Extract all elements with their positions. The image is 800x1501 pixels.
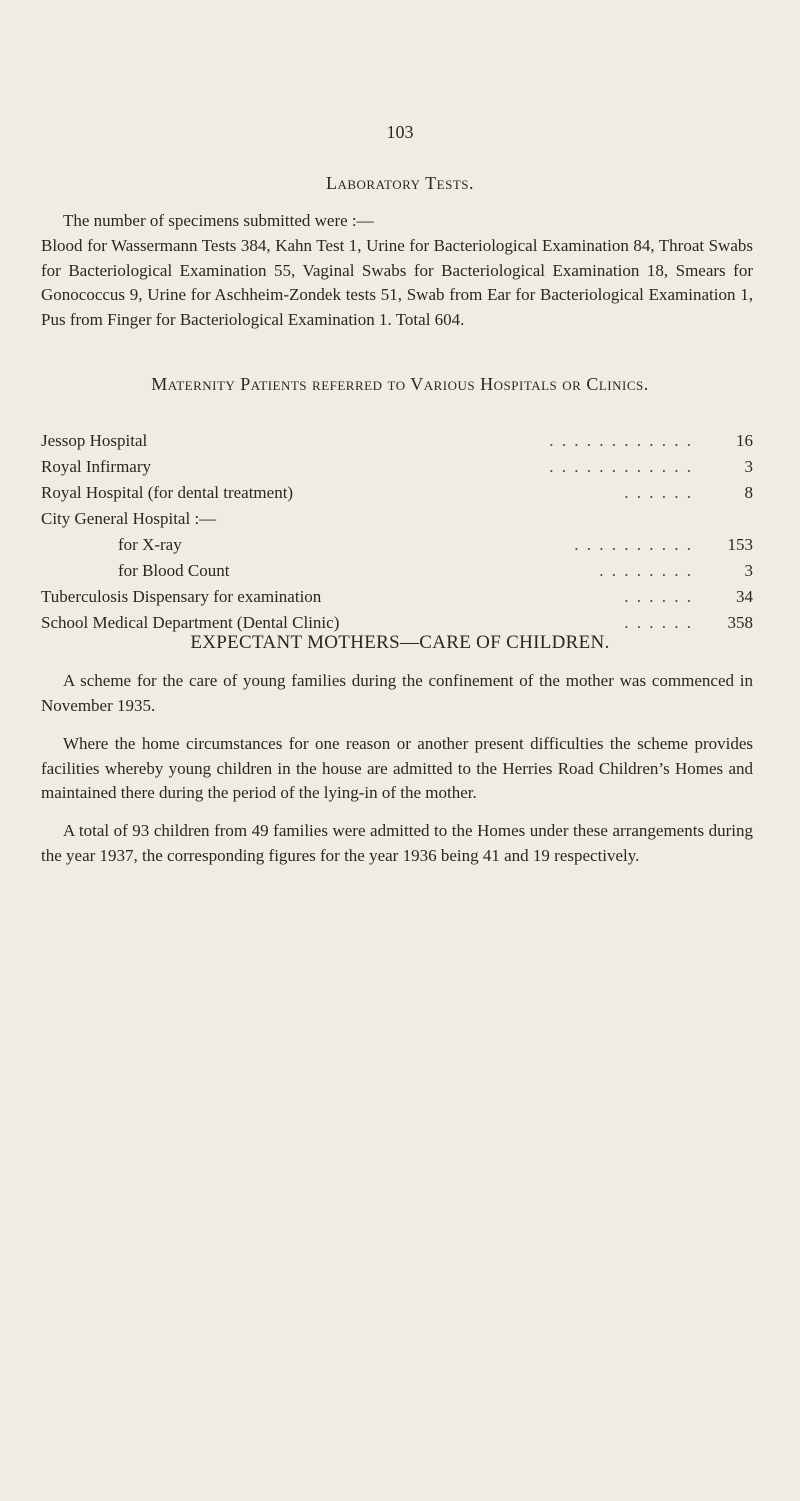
row-label: Royal Hospital (for dental treatment): [41, 483, 294, 502]
row-label: City General Hospital :—: [41, 509, 217, 528]
row-label: for X-ray: [118, 535, 182, 554]
totals-paragraph: A total of 93 children from 49 families were admitted to the Homes under these arrangements during the year 1937, the corresponding figures for the year 1936 being 41 and 19 respectively.: [41, 821, 753, 865]
dot-leader: . . . . . .: [624, 587, 693, 606]
row-value: 153: [727, 535, 753, 554]
row-value: 8: [744, 483, 753, 502]
row-value: 16: [736, 431, 753, 450]
scheme-paragraph: A scheme for the care of young families during the confinement of the mother was commenced in November 1935.: [41, 671, 753, 715]
dot-leader: . . . . . . . . . . . .: [549, 431, 693, 450]
row-value: 3: [744, 457, 753, 476]
maternity-referrals-heading: Maternity Patients referred to Various Hospitals or Clinics.: [151, 374, 649, 394]
table-row: [41, 584, 753, 610]
row-value: 358: [727, 613, 753, 632]
expectant-mothers-heading: EXPECTANT MOTHERS—CARE OF CHILDREN.: [190, 632, 610, 653]
row-value: 3: [744, 561, 753, 580]
row-value: 34: [736, 587, 753, 606]
table-row: [41, 558, 753, 584]
table-row: [41, 480, 753, 506]
dot-leader: . . . . . . . .: [599, 561, 693, 580]
lab-specimens-paragraph: Blood for Wassermann Tests 384, Kahn Test 1, Urine for Bacteriological Examination 84, Throat Swabs for Bacteriological Examination 55, Vaginal Swabs for Bacteriological Examination 18, Smears for Gonococcus 9, Urine for Aschheim-Zondek tests 51, Swab from Ear for Bacteriological Examination 1, Pus from Finger for Bacteriological Examination 1. Total 604.: [41, 236, 753, 329]
table-row: [41, 532, 753, 558]
dot-leader: . . . . . . . . . . . .: [549, 457, 693, 476]
row-label: School Medical Department (Dental Clinic): [41, 613, 340, 632]
table-row: [41, 428, 753, 454]
referrals-table: [41, 428, 753, 636]
dot-leader: . . . . . .: [624, 613, 693, 632]
dot-leader: . . . . . . . . . .: [574, 535, 693, 554]
dot-leader: . . . . . .: [624, 483, 693, 502]
row-label: Tuberculosis Dispensary for examination: [41, 587, 322, 606]
row-label: for Blood Count: [118, 561, 230, 580]
row-label: Royal Infirmary: [41, 457, 151, 476]
row-label: Jessop Hospital: [41, 431, 148, 450]
home-circumstances-paragraph: Where the home circumstances for one reason or another present difficulties the scheme provides facilities whereby young children in the house are admitted to the Herries Road Children’s Homes and maintained there during the period of the lying-in of the mother.: [41, 734, 753, 802]
page-number: 103: [386, 122, 414, 142]
table-row: [41, 506, 753, 532]
lab-intro-paragraph: The number of specimens submitted were :—: [63, 211, 374, 230]
table-row: [41, 454, 753, 480]
laboratory-tests-heading: Laboratory Tests.: [325, 173, 474, 193]
